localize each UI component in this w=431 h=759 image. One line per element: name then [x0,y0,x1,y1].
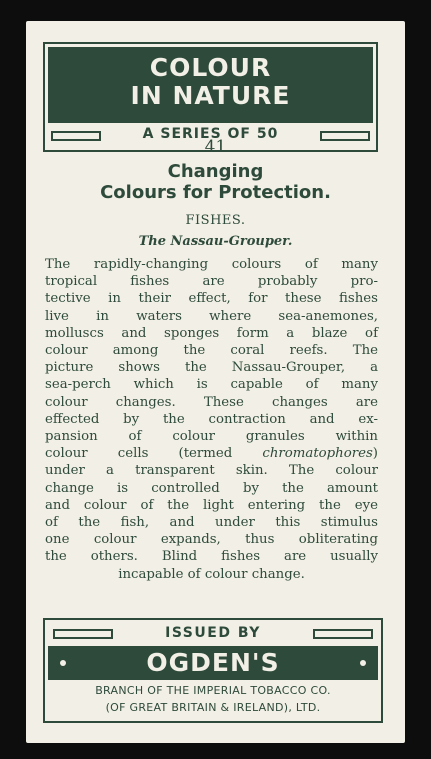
body-line: change is controlled by the amount [45,480,378,496]
body-line: under a transparent skin. The colour [45,463,378,479]
footer-issued-row [45,624,381,644]
body-line: picture shows the Nassau-Grouper, a [45,360,378,376]
body-line: molluscs and sponges form a blaze of [45,325,378,341]
body-line: tective in their effect, for these fishes [45,291,378,307]
body-line: colour among the coral reefs. The [45,343,378,359]
body-line: colour cells (termed chromatophores) [45,446,378,462]
body-line: The rapidly-changing colours of many [45,257,378,272]
description-text [45,256,378,583]
cigarette-card [26,21,405,743]
card-title-line1: Changing [167,161,264,182]
series-count: A SERIES OF 50 [142,126,279,142]
card-number: 41 [204,137,227,157]
bullet-dot-icon [360,660,366,666]
body-line: incapable of colour change. [118,566,305,582]
section-label: FISHES. [185,213,246,228]
body-line: and colour of the light entering the eye [45,497,378,513]
footer-panel [43,618,383,723]
body-line: tropical fishes are probably pro- [45,274,378,290]
brand-name: OGDEN'S [146,648,280,677]
series-title-line1: COLOUR [149,53,272,82]
body-line: effected by the contraction and ex- [45,411,378,427]
body-line: sea-perch which is capable of many [45,377,378,393]
company-line1: BRANCH OF THE IMPERIAL TOBACCO CO. [95,684,331,697]
header-panel [43,42,378,152]
header-band [48,47,373,123]
company-line2: (OF GREAT BRITAIN & IRELAND), LTD. [105,701,321,714]
issued-by-label: ISSUED BY [165,625,261,641]
body-line: colour changes. These changes are [45,394,378,410]
card-title [26,161,405,203]
series-title-line2: IN NATURE [130,81,291,110]
footer-right-bar [313,629,373,639]
body-line: pansion of colour granules within [45,429,378,445]
body-line: the others. Blind fishes are usually [45,549,378,565]
body-line: one colour expands, thus obliterating [45,532,378,548]
footer-band [48,646,378,680]
body-line: live in waters where sea-anemones, [45,308,378,324]
card-title-line2: Colours for Protection. [100,182,331,203]
body-line: of the fish, and under this stimulus [45,515,378,531]
subject-name: The Nassau-Grouper. [138,234,293,249]
